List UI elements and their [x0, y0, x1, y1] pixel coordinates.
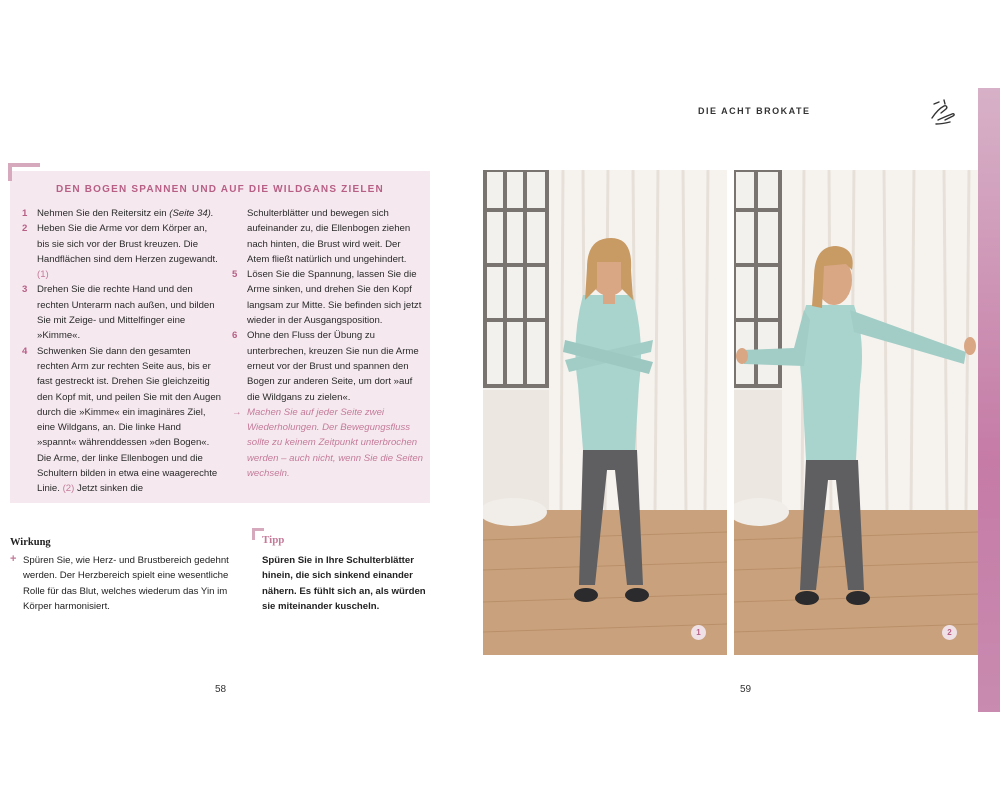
hand-gesture-icon: [928, 98, 958, 130]
instructions-column-2: [232, 206, 424, 481]
exercise-photo-2: [734, 170, 978, 655]
box-corner-accent: [8, 163, 40, 181]
wirkung-heading: Wirkung: [10, 537, 51, 548]
step-3: 3 Drehen Sie die rechte Hand und den rechten Unterarm nach außen, und bilden Sie mit Zeige- und Mittelfinger eine »Kimme«.: [22, 284, 215, 342]
step-5: 5 Lösen Sie die Spannung, lassen Sie die Arme sinken, und drehen Sie den Kopf langsam zur Mitte. Sie befinden sich jetzt wieder in der Ausgangsposition.: [232, 269, 422, 327]
step-2: 2 Heben Sie die Arme vor dem Körper an, bis sie sich vor der Brust kreuzen. Die Handflächen sind dem Herzen zugewandt. (1): [22, 223, 218, 281]
tipp-heading: Tipp: [262, 534, 285, 546]
instructions-column-1: [22, 206, 222, 497]
step-4: 4 Schwenken Sie dann den gesamten rechten Arm zur rechten Seite aus, bis er fast gestreckt ist. Drehen Sie gleichzeitig den Kopf mit, und peilen Sie mit den Augen durch die »Kimme« ein imaginäres Ziel, eine Wildgans, an. Die linke Hand »spannt« währenddessen »den Bogen«. Die Arme, der linke Ellenbogen und die Schultern bilden in etwa eine waagerechte Linie. (2) Jetzt sinken die: [22, 345, 222, 495]
exercise-title: DEN BOGEN SPANNEN UND AUF DIE WILDGANS ZIELEN: [56, 184, 384, 195]
chapter-header: DIE ACHT BROKATE: [698, 106, 811, 116]
step-4-continued: Schulterblätter und bewegen sich aufeinander zu, die Ellenbogen ziehen nach hinten, die Brust wird weit. Der Atem fließt natürlich und ungehindert.: [247, 208, 411, 265]
chapter-color-tab: [978, 88, 1000, 712]
step-1: 1 Nehmen Sie den Reitersitz ein (Seite 34).: [22, 208, 214, 219]
photo-badge-2: 2: [942, 625, 957, 640]
photo-badge-1: 1: [691, 625, 706, 640]
plus-icon: +: [10, 553, 17, 565]
page-number-left: 58: [215, 684, 227, 695]
arrow-icon: →: [232, 406, 242, 418]
wirkung-text: Spüren Sie, wie Herz- und Brustbereich gedehnt werden. Der Herzbereich spielt eine wesentliche Rolle für das Blut, welches wiederum das Yin im Körper harmonisiert.: [23, 555, 229, 612]
repetition-hint: → Machen Sie auf jeder Seite zwei Wiederholungen. Der Bewegungsfluss sollte zu keinem Zeitpunkt unterbrochen werden – auch nicht, wenn Sie die Seiten wechseln.: [232, 406, 423, 480]
page-number-right: 59: [740, 684, 752, 695]
tipp-text: Spüren Sie in Ihre Schulterblätter hinein, die sich sinkend einander nähern. Es fühlt sich an, als würden sie miteinander kuscheln.: [262, 555, 426, 612]
step-6: 6 Ohne den Fluss der Übung zu unterbrechen, kreuzen Sie nun die Arme erneut vor der Brust und spannen den Bogen zur anderen Seite, um dort »auf die Wildgans zu zielen«.: [232, 330, 419, 403]
exercise-photo-1: [483, 170, 727, 655]
